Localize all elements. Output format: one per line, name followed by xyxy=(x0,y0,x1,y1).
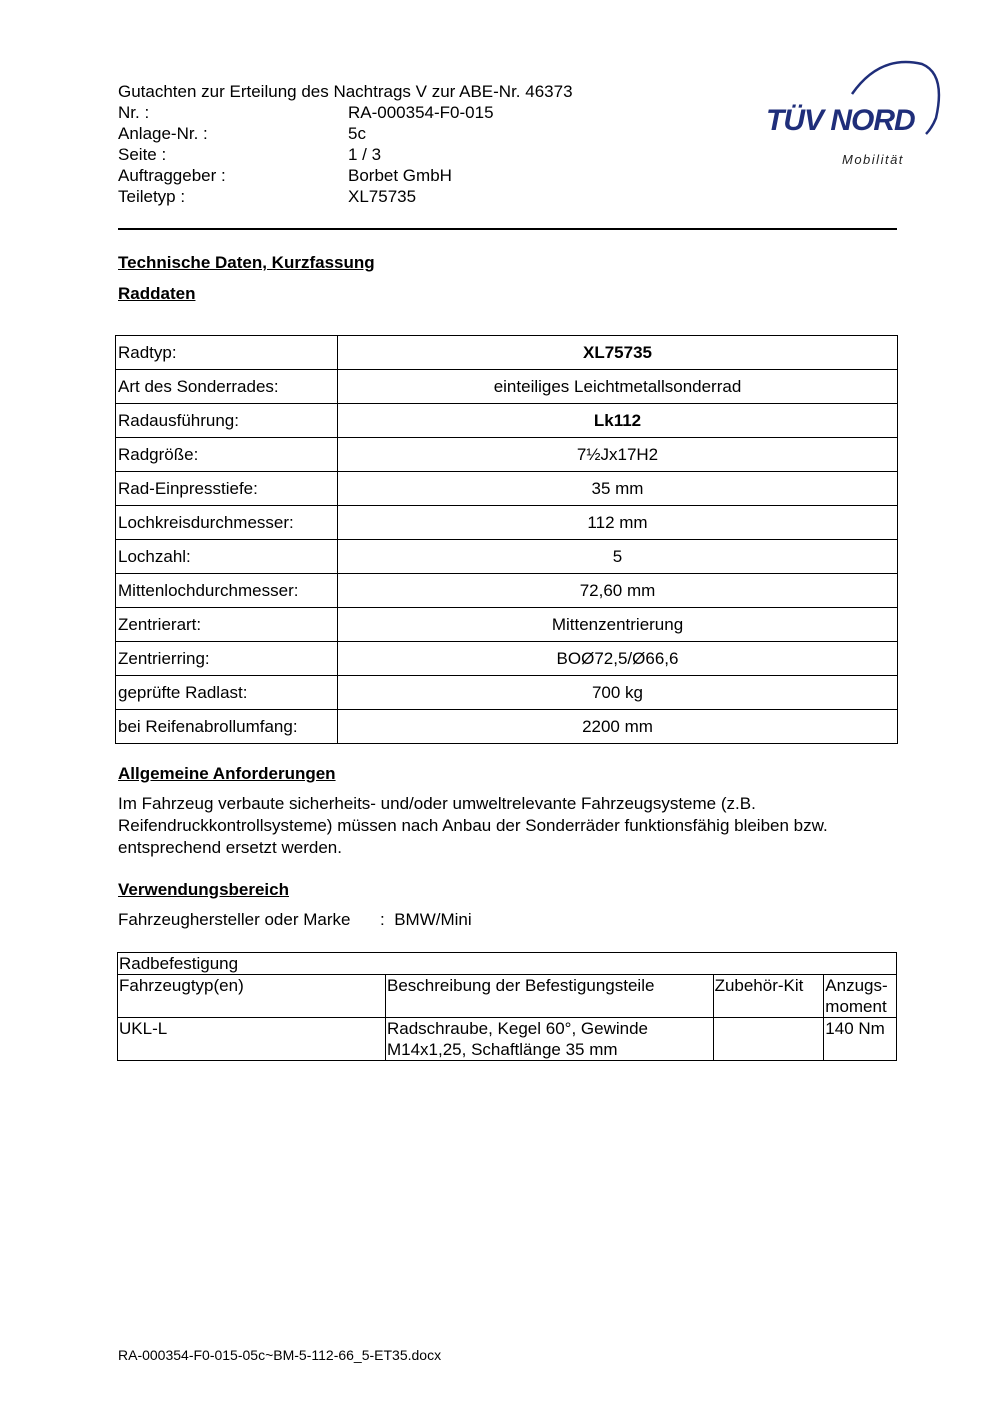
table-row xyxy=(116,370,898,404)
row-label: Mittenlochdurchmesser: xyxy=(116,574,338,608)
table-row xyxy=(116,540,898,574)
heading-allgemeine-anforderungen: Allgemeine Anforderungen xyxy=(118,764,336,783)
row-label: Lochzahl: xyxy=(116,540,338,574)
brand-separator: : xyxy=(380,910,385,929)
header-divider xyxy=(118,228,897,230)
table-row xyxy=(116,438,898,472)
meta-value: 5c xyxy=(348,124,366,143)
cell-beschreibung: Radschraube, Kegel 60°, Gewinde M14x1,25, Schaftlänge 35 mm xyxy=(385,1018,713,1061)
meta-value: 1 / 3 xyxy=(348,145,382,164)
header-beschreibung: Beschreibung der Befestigungsteile xyxy=(385,975,713,1018)
row-label: Radausführung: xyxy=(116,404,338,438)
row-label: Art des Sonderrades: xyxy=(116,370,338,404)
meta-row-seite xyxy=(118,144,678,165)
header-anzugsmoment: Anzugs-moment xyxy=(824,975,897,1018)
row-label: Lochkreisdurchmesser: xyxy=(116,506,338,540)
table-title: Radbefestigung xyxy=(118,953,897,975)
row-value: Mittenzentrierung xyxy=(338,608,898,642)
row-value: 112 mm xyxy=(338,506,898,540)
meta-value: RA-000354-F0-015 xyxy=(348,103,494,122)
row-value: 35 mm xyxy=(338,472,898,506)
table-row xyxy=(116,608,898,642)
row-label: Rad-Einpresstiefe: xyxy=(116,472,338,506)
header-fahrzeugtyp: Fahrzeugtyp(en) xyxy=(118,975,386,1018)
table-row xyxy=(116,676,898,710)
row-label: Zentrierart: xyxy=(116,608,338,642)
row-value: 2200 mm xyxy=(338,710,898,744)
table-header-row xyxy=(118,975,897,1018)
brand-label: Fahrzeughersteller oder Marke xyxy=(118,910,351,929)
row-value: 5 xyxy=(338,540,898,574)
table-row xyxy=(118,1018,897,1061)
row-label: Zentrierring: xyxy=(116,642,338,676)
table-title-row xyxy=(118,953,897,975)
document-title: Gutachten zur Erteilung des Nachtrags V zur ABE-Nr. 46373 xyxy=(118,82,573,101)
logo-subtitle: Mobilität xyxy=(842,152,904,167)
row-label: bei Reifenabrollumfang: xyxy=(116,710,338,744)
row-value: Lk112 xyxy=(338,404,898,438)
row-label: Radgröße: xyxy=(116,438,338,472)
cell-zubehoer-kit xyxy=(713,1018,824,1061)
row-label: Radtyp: xyxy=(116,336,338,370)
table-row xyxy=(116,574,898,608)
meta-label: Seite : xyxy=(118,145,167,164)
meta-row-nr xyxy=(118,102,678,123)
table-row xyxy=(116,404,898,438)
meta-value: Borbet GmbH xyxy=(348,166,452,185)
footer-filename: RA-000354-F0-015-05c~BM-5-112-66_5-ET35.docx xyxy=(118,1347,442,1363)
row-label: geprüfte Radlast: xyxy=(116,676,338,710)
table-row xyxy=(116,710,898,744)
row-value: XL75735 xyxy=(338,336,898,370)
header-zubehoer-kit: Zubehör-Kit xyxy=(713,975,824,1018)
meta-label: Anlage-Nr. : xyxy=(118,124,208,143)
brand-row xyxy=(118,909,472,930)
heading-raddaten: Raddaten xyxy=(118,284,196,303)
logo-wordmark: TÜV NORD xyxy=(766,104,915,137)
heading-verwendungsbereich: Verwendungsbereich xyxy=(118,880,289,899)
radbefestigung-table xyxy=(117,952,897,1061)
meta-value: XL75735 xyxy=(348,187,417,206)
table-row xyxy=(116,472,898,506)
row-value: einteiliges Leichtmetallsonderrad xyxy=(338,370,898,404)
brand-value: BMW/Mini xyxy=(394,910,472,929)
meta-label: Nr. : xyxy=(118,103,150,122)
cell-fahrzeugtyp: UKL-L xyxy=(118,1018,386,1061)
document-header xyxy=(118,81,678,207)
row-value: BOØ72,5/Ø66,6 xyxy=(338,642,898,676)
row-value: 7½Jx17H2 xyxy=(338,438,898,472)
table-row xyxy=(116,642,898,676)
row-value: 72,60 mm xyxy=(338,574,898,608)
heading-technische-daten: Technische Daten, Kurzfassung xyxy=(118,253,375,272)
table-row xyxy=(116,506,898,540)
meta-row-anlage xyxy=(118,123,678,144)
meta-label: Auftraggeber : xyxy=(118,166,226,185)
meta-row-teiletyp xyxy=(118,186,678,207)
meta-row-auftraggeber xyxy=(118,165,678,186)
row-value: 700 kg xyxy=(338,676,898,710)
tuv-nord-logo xyxy=(760,56,945,174)
cell-anzugsmoment: 140 Nm xyxy=(824,1018,897,1061)
meta-label: Teiletyp : xyxy=(118,187,186,206)
allgemeine-paragraph: Im Fahrzeug verbaute sicherheits- und/oder umweltrelevante Fahrzeugsysteme (z.B. Reifendruckkontrollsysteme) müssen nach Anbau der Sonderräder funktionsfähig bleiben bzw. entsprechend ersetzt werden. xyxy=(118,794,828,857)
raddaten-table xyxy=(115,335,898,744)
table-row xyxy=(116,336,898,370)
